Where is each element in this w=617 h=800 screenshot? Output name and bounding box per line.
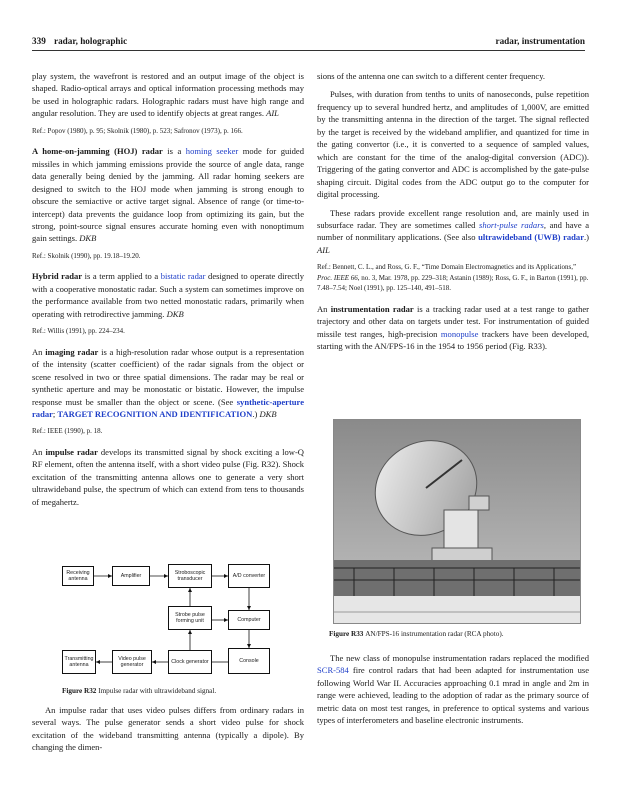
paragraph-pulses: Pulses, with duration from tenths to units of nanoseconds, pulse repetition frequency up to several hundred hertz, and amplitudes of 1,000V, are emitted by the transmitting antenna in the direction of the target. The signal reflected by the target is received by the wideband amplifier, and quantized for time in the gating convertor (i.e., it is converted to a sequence of sampled values, which are constant for the time of the analog-digital conversion (ADC)). Triggering of the gating convertor and ADC is accomplished by the gate-pulse shaping circuit. Digital codes from the ADC output go to the computer for digital processing. [317,89,589,200]
paragraph-monopulse-class [317,652,589,727]
running-header [32,36,585,50]
crossref-link[interactable]: short-pulse radars [479,219,544,230]
paragraph-text: develops its transmitted signal by shock exciting a low-Q RF element, often the antenna itself, with a short video pulse (Fig. R32). Shock excitation of the transmitting antenna allows one to generate a very short ultrawideband pulse, the spectrum of which can extend from tens to thousands of megahertz. [32,446,304,507]
crossref-link[interactable]: homing seeker [185,146,239,157]
text-fragment: These radars provide excellent range resolution and, are mainly used in subsurface radar. They are sometimes called [317,207,589,230]
reference: Ref.: Willis (1991), pp. 224–234. [32,327,125,336]
text-fragment: An [32,446,46,457]
paragraph-text: play system, the wavefront is restored and an output image of the object is shaped. Radio-optical arrays and optical information processing methods may be used in holographic radars. Holographic radars must have high range and angular resolution. They are used to identify objects at great ranges. [32,71,304,119]
header-right-term: radar, instrumentation [495,36,585,46]
entry-term: A home-on-jamming (HOJ) radar [32,146,163,157]
arrowhead [152,660,156,664]
left-column-bottom [32,704,304,760]
crossref-link[interactable]: bistatic radar [160,271,206,282]
entry-hybrid-radar [32,270,304,320]
pedestal [444,510,478,550]
author-initials: AIL [266,108,279,119]
box-clock-generator: Clock generator [168,650,212,674]
arrowhead [188,630,192,634]
box-video-pulse-generator: Video pulse generator [112,650,152,674]
text-fragment: The new class of monopulse instrumentation radars replaced the modified [330,653,589,663]
arrowhead [96,660,100,664]
box-ad-converter: A/D converter [228,564,270,588]
crossref-link[interactable]: monopulse [440,328,479,339]
caption-text: Impulse radar with ultrawideband signal. [98,687,217,695]
base [432,548,492,562]
arrowhead [188,588,192,592]
text-fragment: , and have a number of nonmilitary applications. (See also [317,219,589,243]
header-rule [32,50,585,51]
author-initials: DKB [259,409,277,420]
paragraph-text: trackers have been developed, starting with the AN/FPS-16 in the 1954 to 1956 period (Fig. R33). [317,328,589,352]
text-fragment: Ref.: Bennett, C. L., and Ross, G. F., “Time Domain Electromagnetics and its Applications,” [317,263,577,272]
paragraph-text: designed to operate directly with a cooperative monostatic radar. Such a system can sometimes improve on the performance available from two netted monostatic radars, primarily when operating with retrodirective jamming. [32,271,304,319]
building-wall [334,596,581,624]
author-initials: DKB [79,233,97,244]
mount-head [469,496,489,510]
text-fragment: An [317,303,331,314]
text-fragment: ; [52,409,58,420]
box-transmitting-antenna: Transmitting antenna [62,650,96,674]
crossref-link[interactable]: ultrawideband (UWB) radar [478,232,584,243]
author-initials: AIL [317,244,330,255]
entry-holographic-continued [32,70,304,120]
paragraph-text: is a tracking radar used at a test range to gather trajectory and other data on targets under test. For instrumentation of guided missile test ranges, high-precision [317,303,589,339]
caption-text: AN/FPS-16 instrumentation radar (RCA photo). [365,630,504,638]
paragraph-text: is a high-resolution radar whose output is a representation of the intensity (scatter coefficient) of the radar signals from the object or scene resolved in two or three spatial dimensions. The radar may be real or synthetic aperture and may be monostatic or bistatic. However, the impulse response must be smaller than the object or scene. (See [32,346,305,407]
box-receiving-antenna: Receiving antenna [62,566,94,586]
box-stroboscopic-transducer: Stroboscopic transducer [168,564,212,588]
text-fragment: is a term applied to a [82,271,161,282]
paragraph-range-resolution [317,207,589,257]
box-console: Console [228,648,270,674]
entry-term: imaging radar [45,346,99,357]
left-column [32,70,304,514]
box-computer: Computer [228,610,270,630]
text-fragment: fire control radars that had been adapted for instrumentation use following World War II. Accuracies approaching 0.1 mrad in angle and 2m in range were achieved, leading to the adoption of radar as the primary source of metric data on most test ranges, in preference to optical systems and various types of interferometers and baseline electronic instruments. [317,665,589,726]
text-fragment: .) [252,409,258,420]
header-left-term: radar, holographic [54,36,128,46]
reference [317,262,589,294]
paragraph-text: mode for guided missiles in which jamming emissions provide the source of angle data, range data generally being denied by the jamming. All radar homing seekers are designed to switch to the HOJ mode when jamming is strong enough to obscure the semiactive or active target signal. Absence of range (or time-to-intercept) data prevents the guidance loop from optimizing its gain, but the strong, point-source signal ensures accurate homing even with nonoptimum gain settings. [32,146,304,244]
text-fragment: An [32,346,46,357]
figure-r32-block-diagram [60,562,292,678]
right-column-bottom [317,652,589,733]
box-amplifier: Amplifier [112,566,150,586]
box-strobe-pulse-unit: Strobe pulse forming unit [168,606,212,630]
crossref-link[interactable]: SCR-584 [317,665,349,676]
crossref-link[interactable]: TARGET RECOGNITION AND IDENTIFICATION [57,409,253,420]
entry-instrumentation-radar [317,303,589,353]
text-fragment: , no. 3, Mar. 1978, pp. 229–318; Astanin (1989); Ross, G. F., in Barton (1991), pp. 7.48–7.54; Noel (1991), pp. 125–140, 491–518. [317,273,589,293]
journal-title: Proc. IEEE 66 [317,273,358,282]
reference: Ref.: Popov (1980), p. 95; Skolnik (1980), p. 523; Safronov (1973), p. 166. [32,126,243,135]
entry-term: instrumentation radar [330,303,414,314]
right-column [317,70,589,359]
figure-r32-caption [62,686,292,696]
reference: Ref.: Skolnik (1990), pp. 19.18–19.20. [32,251,141,260]
figure-label: Figure R32 [62,687,97,695]
page-number: 339 [32,36,46,46]
paragraph-impulse-continued: An impulse radar that uses video pulses differs from ordinary radars in several ways. The pulse generator sends a short video pulse for shock excitation of the wideband transmitting antenna (typically a dipole). By changing the dimen- [32,705,304,753]
entry-impulse-radar [32,446,304,508]
figure-r33-caption [329,629,589,639]
entry-term: Hybrid radar [32,271,83,282]
figure-r33-photo [333,419,581,624]
reference: Ref.: IEEE (1990), p. 18. [32,427,103,436]
radar-photo-illustration [334,420,581,624]
text-fragment: .) [584,232,589,243]
entry-imaging-radar [32,346,304,421]
crossref-link[interactable]: synthetic-aperture radar [32,396,304,420]
figure-label: Figure R33 [329,630,364,638]
text-fragment: is a [162,146,186,157]
entry-term: impulse radar [45,446,98,457]
entry-home-on-jamming [32,145,304,245]
paragraph-continued: sions of the antenna one can switch to a different center frequency. [317,71,546,81]
author-initials: DKB [166,308,184,319]
